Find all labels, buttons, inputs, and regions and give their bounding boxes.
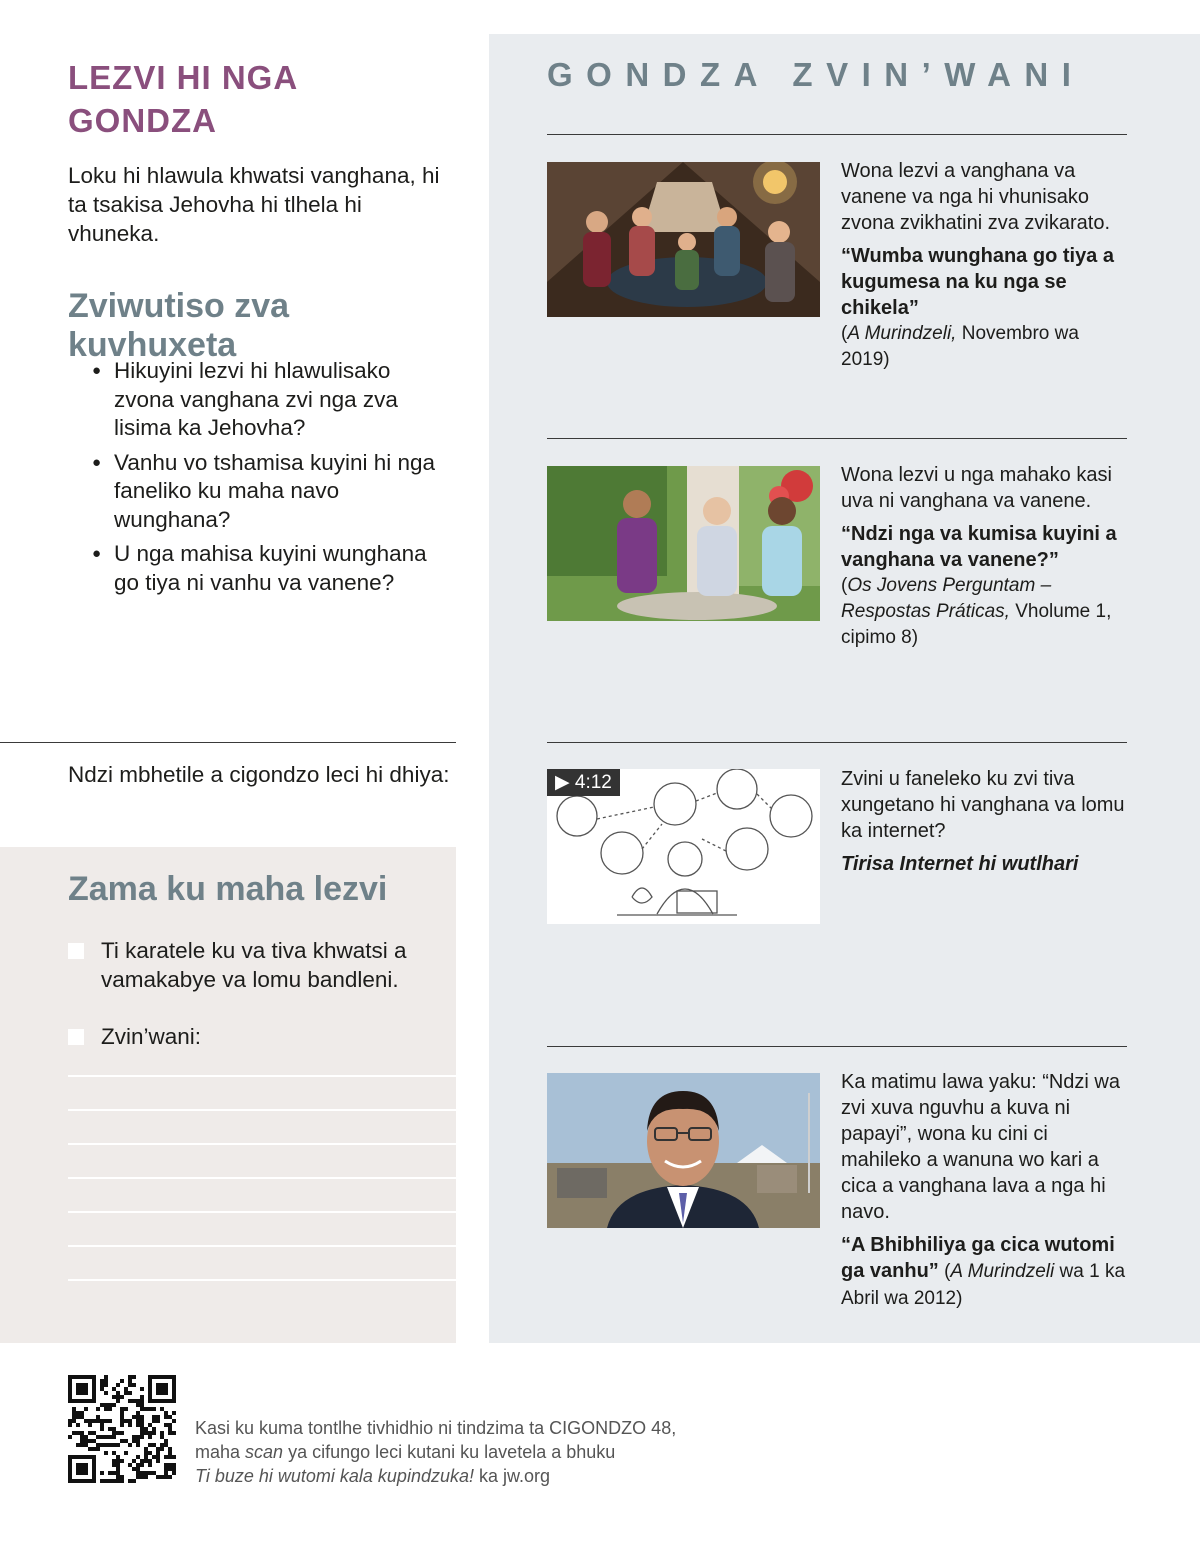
review-question: ● U nga mahisa kuyini wunghana go tiya ni vanhu va vanene? [92,540,442,597]
footer-line: maha scan ya cifungo leci kutani ku lavetela a bhuku [195,1442,616,1462]
video-duration-badge: ▶ 4:12 [547,769,620,796]
resource-1 [841,158,1126,380]
writing-line[interactable] [68,1109,456,1111]
group-bible-study-photo[interactable] [547,162,820,317]
resource-description: Wona lezvi u nga mahako kasi uva ni vanghana va vanene. [841,464,1112,512]
footer-note [195,1416,676,1488]
goal-text: Ti karatele ku va tiva khwatsi a vamakabye va lomu bandleni. [101,938,407,992]
completion-date-prompt: Ndzi mbhetile a cigondzo leci hi dhiya: [68,762,450,787]
footer-line: Ti buze hi wutomi kala kupindzuka! ka jw.org [195,1466,551,1486]
divider [547,438,1127,439]
writing-line[interactable] [68,1075,456,1077]
review-question: ● Vanhu vo tshamisa kuyini hi nga faneliko ku maha navo wunghana? [92,449,442,535]
divider [547,134,1127,135]
resource-description: Zvini u faneleko ku zvi tiva xungetano hi vanghana va lomu ka internet? [841,768,1125,842]
source-citation: (A Murindzeli, Novembro wa 2019) [841,323,1079,370]
smiling-man-photo[interactable] [547,1073,820,1228]
summary-text: Loku hi hlawula khwatsi vanghana, hi ta tsakisa Jehovha hi tlhela hi vhuneka. [68,163,440,246]
review-question-list [92,357,442,603]
article-link[interactable]: “A Bhibhiliya ga cica wutomi ga vanhu” [841,1234,1115,1282]
resource-description: Ka matimu lawa yaku: “Ndzi wa zvi xuva nguvhu a kuva ni papayi”, wona ku cini ci mahileko a wanuna wo kari a cica a vanghana lava a nga hi navo. [841,1071,1120,1223]
friends-at-table-photo[interactable] [547,466,820,621]
footer-line: Kasi ku kuma tontlhe tivhidhio ni tindzima ta CIGONDZO 48, [195,1418,677,1438]
divider [0,742,456,743]
writing-line[interactable] [68,1177,456,1179]
source-citation: “A Bhibhiliya ga cica wutomi ga vanhu” (A Murindzeli wa 1 ka Abril wa 2012) [841,1234,1126,1309]
article-link[interactable]: “Ndzi nga va kumisa kuyini a vanghana va vanene?” [841,523,1117,571]
writing-line[interactable] [68,1211,456,1213]
try-this-title: Zama ku maha lezvi [68,870,388,908]
review-title: Zviwutiso zva kuvhuxeta [68,287,290,364]
try-this-box [0,847,456,1343]
lesson-summary-title: LEZVI HI NGA GONDZA [68,59,297,139]
checkbox[interactable] [68,943,84,959]
resource-3 [841,766,1126,884]
resource-description: Wona lezvi a vanghana va vanene va nga hi vhunisako zvona zvikhatini zva zvikarato. [841,160,1111,234]
resource-2 [841,462,1126,658]
article-link[interactable]: “Wumba wunghana go tiya a kugumesa na ku nga se chikela” [841,245,1114,319]
video-thumbnail[interactable] [547,769,820,924]
review-question: ● Hikuyini lezvi hi hlawulisako zvona vanghana zvi nga zva lisima ka Jehovha? [92,357,442,443]
writing-line[interactable] [68,1143,456,1145]
divider [547,742,1127,743]
other-goal-label: Zvin’wani: [101,1024,202,1049]
checkbox[interactable] [68,1029,84,1045]
divider [547,1046,1127,1047]
explore-more-title: GONDZA ZVIN’WANI [547,56,1085,93]
resource-4 [841,1069,1126,1319]
video-link[interactable]: Tirisa Internet hi wutlhari [841,853,1079,875]
writing-line[interactable] [68,1279,456,1281]
qr-code[interactable] [68,1375,176,1483]
writing-line[interactable] [68,1245,456,1247]
source-citation: (Os Jovens Perguntam – Respostas Práticas, Vholume 1, cipimo 8) [841,575,1112,648]
